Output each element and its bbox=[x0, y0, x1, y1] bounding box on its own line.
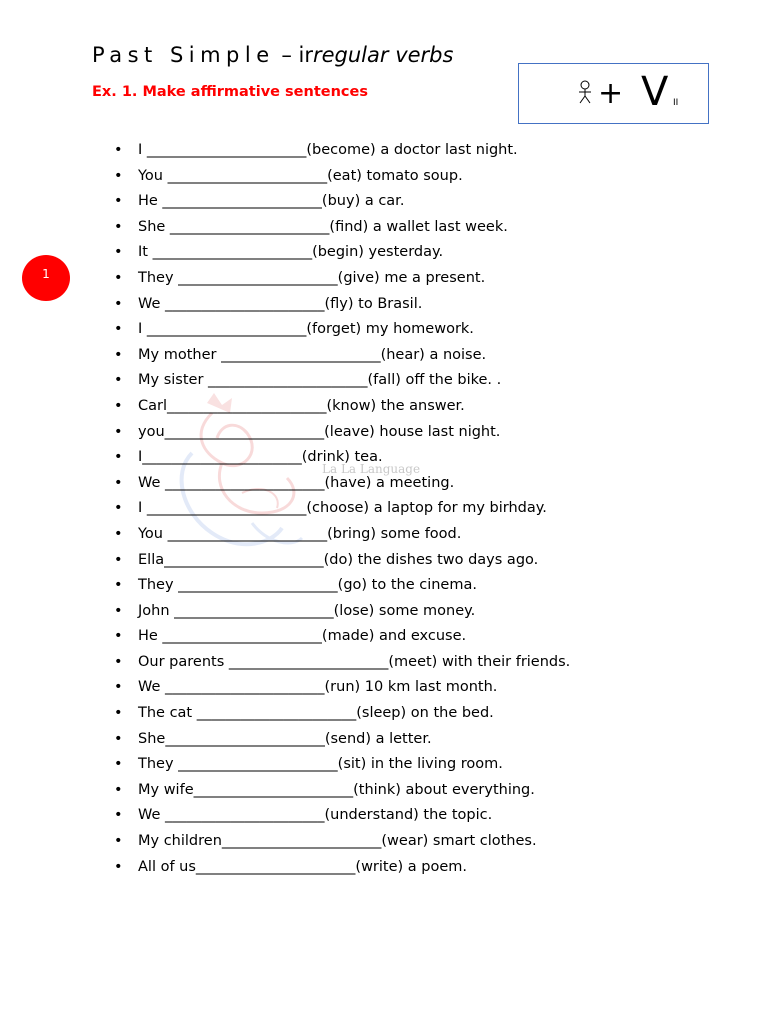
bullet-icon: • bbox=[114, 781, 123, 798]
bullet-icon: • bbox=[114, 730, 123, 747]
bullet-icon: • bbox=[114, 653, 123, 670]
sentence-text: He ______________________(buy) a car. bbox=[138, 193, 405, 210]
sentence-text: I ______________________(choose) a laptop for my birhday. bbox=[138, 500, 547, 517]
sentence-text: My sister ______________________(fall) off the bike. . bbox=[138, 372, 502, 389]
list-item bbox=[0, 729, 768, 755]
bullet-icon: • bbox=[114, 858, 123, 875]
list-item bbox=[0, 345, 768, 371]
formula-verb-subscript: II bbox=[673, 98, 679, 108]
sentence-text: Ella______________________(do) the dishes two days ago. bbox=[138, 551, 539, 568]
bullet-icon: • bbox=[114, 525, 123, 542]
bullet-icon: • bbox=[114, 551, 123, 568]
list-item bbox=[0, 242, 768, 268]
sentence-list bbox=[0, 140, 768, 882]
bullet-icon: • bbox=[114, 269, 123, 286]
list-item bbox=[0, 754, 768, 780]
bullet-icon: • bbox=[114, 167, 123, 184]
title-past-simple: Past Simple bbox=[92, 43, 275, 67]
list-item bbox=[0, 626, 768, 652]
sentence-text: My children______________________(wear) smart clothes. bbox=[138, 833, 537, 850]
sentence-text: I______________________(drink) tea. bbox=[138, 449, 383, 466]
bullet-icon: • bbox=[114, 602, 123, 619]
badge-number: 1 bbox=[42, 267, 50, 281]
bullet-icon: • bbox=[114, 500, 123, 517]
bullet-icon: • bbox=[114, 321, 123, 338]
sentence-text: Our parents ______________________(meet) with their friends. bbox=[138, 653, 571, 670]
bullet-icon: • bbox=[114, 756, 123, 773]
list-item bbox=[0, 703, 768, 729]
list-item bbox=[0, 370, 768, 396]
list-item bbox=[0, 396, 768, 422]
formula-verb-letter: V bbox=[641, 69, 669, 115]
sentence-text: John ______________________(lose) some money. bbox=[138, 602, 476, 619]
list-item bbox=[0, 217, 768, 243]
exercise-heading: Ex. 1. Make affirmative sentences bbox=[92, 84, 368, 100]
list-item bbox=[0, 524, 768, 550]
sentence-text: You ______________________(bring) some food. bbox=[138, 525, 462, 542]
list-item bbox=[0, 473, 768, 499]
bullet-icon: • bbox=[114, 474, 123, 491]
sentence-text: They ______________________(go) to the cinema. bbox=[138, 577, 477, 594]
sentence-text: They ______________________(sit) in the living room. bbox=[138, 756, 503, 773]
sentence-text: They ______________________(give) me a present. bbox=[138, 269, 486, 286]
list-item bbox=[0, 652, 768, 678]
bullet-icon: • bbox=[114, 346, 123, 363]
list-item bbox=[0, 857, 768, 883]
bullet-icon: • bbox=[114, 244, 123, 261]
list-item bbox=[0, 550, 768, 576]
stick-figure-icon bbox=[577, 80, 593, 104]
sentence-text: We ______________________(understand) the topic. bbox=[138, 807, 493, 824]
list-item bbox=[0, 601, 768, 627]
list-item bbox=[0, 422, 768, 448]
sentence-text: We ______________________(run) 10 km last month. bbox=[138, 679, 498, 696]
sentence-text: We ______________________(fly) to Brasil. bbox=[138, 295, 423, 312]
sentence-text: My mother ______________________(hear) a noise. bbox=[138, 346, 487, 363]
title-dash: – ir bbox=[274, 43, 313, 67]
bullet-icon: • bbox=[114, 423, 123, 440]
sentence-text: I ______________________(become) a doctor last night. bbox=[138, 142, 518, 158]
list-item bbox=[0, 294, 768, 320]
list-item bbox=[0, 166, 768, 192]
bullet-icon: • bbox=[114, 628, 123, 645]
sentence-text: The cat ______________________(sleep) on the bed. bbox=[138, 705, 494, 722]
sentence-text: My wife______________________(think) about everything. bbox=[138, 781, 535, 798]
title-irregular-verbs: regular verbs bbox=[312, 43, 454, 67]
list-item bbox=[0, 140, 768, 166]
bullet-icon: • bbox=[114, 397, 123, 414]
bullet-icon: • bbox=[114, 295, 123, 312]
sentence-text: It ______________________(begin) yesterday. bbox=[138, 244, 444, 261]
bullet-icon: • bbox=[114, 679, 123, 696]
bullet-icon: • bbox=[114, 142, 123, 158]
sentence-text: All of us______________________(write) a poem. bbox=[138, 858, 468, 875]
bullet-icon: • bbox=[114, 372, 123, 389]
bullet-icon: • bbox=[114, 833, 123, 850]
list-item bbox=[0, 319, 768, 345]
sentence-text: We ______________________(have) a meeting. bbox=[138, 474, 455, 491]
watermark-text: La La Language bbox=[322, 462, 421, 476]
page-title bbox=[92, 41, 453, 69]
sentence-text: She ______________________(find) a wallet last week. bbox=[138, 218, 508, 235]
sentence-text: Carl______________________(know) the answer. bbox=[138, 397, 465, 414]
bullet-icon: • bbox=[114, 218, 123, 235]
bullet-icon: • bbox=[114, 807, 123, 824]
list-item bbox=[0, 780, 768, 806]
list-item bbox=[0, 677, 768, 703]
list-item bbox=[0, 447, 768, 473]
list-item bbox=[0, 498, 768, 524]
bullet-icon: • bbox=[114, 193, 123, 210]
bullet-icon: • bbox=[114, 577, 123, 594]
list-item bbox=[0, 191, 768, 217]
list-item bbox=[0, 268, 768, 294]
sentence-text: I ______________________(forget) my homework. bbox=[138, 321, 474, 338]
sentence-text: She______________________(send) a letter. bbox=[138, 730, 432, 747]
sentence-text: you______________________(leave) house last night. bbox=[138, 423, 501, 440]
list-item bbox=[0, 831, 768, 857]
list-item bbox=[0, 805, 768, 831]
sentence-text: You ______________________(eat) tomato soup. bbox=[138, 167, 463, 184]
list-item bbox=[0, 575, 768, 601]
bullet-icon: • bbox=[114, 449, 123, 466]
bullet-icon: • bbox=[114, 705, 123, 722]
formula-plus: + bbox=[598, 76, 624, 111]
sentence-text: He ______________________(made) and excuse. bbox=[138, 628, 467, 645]
